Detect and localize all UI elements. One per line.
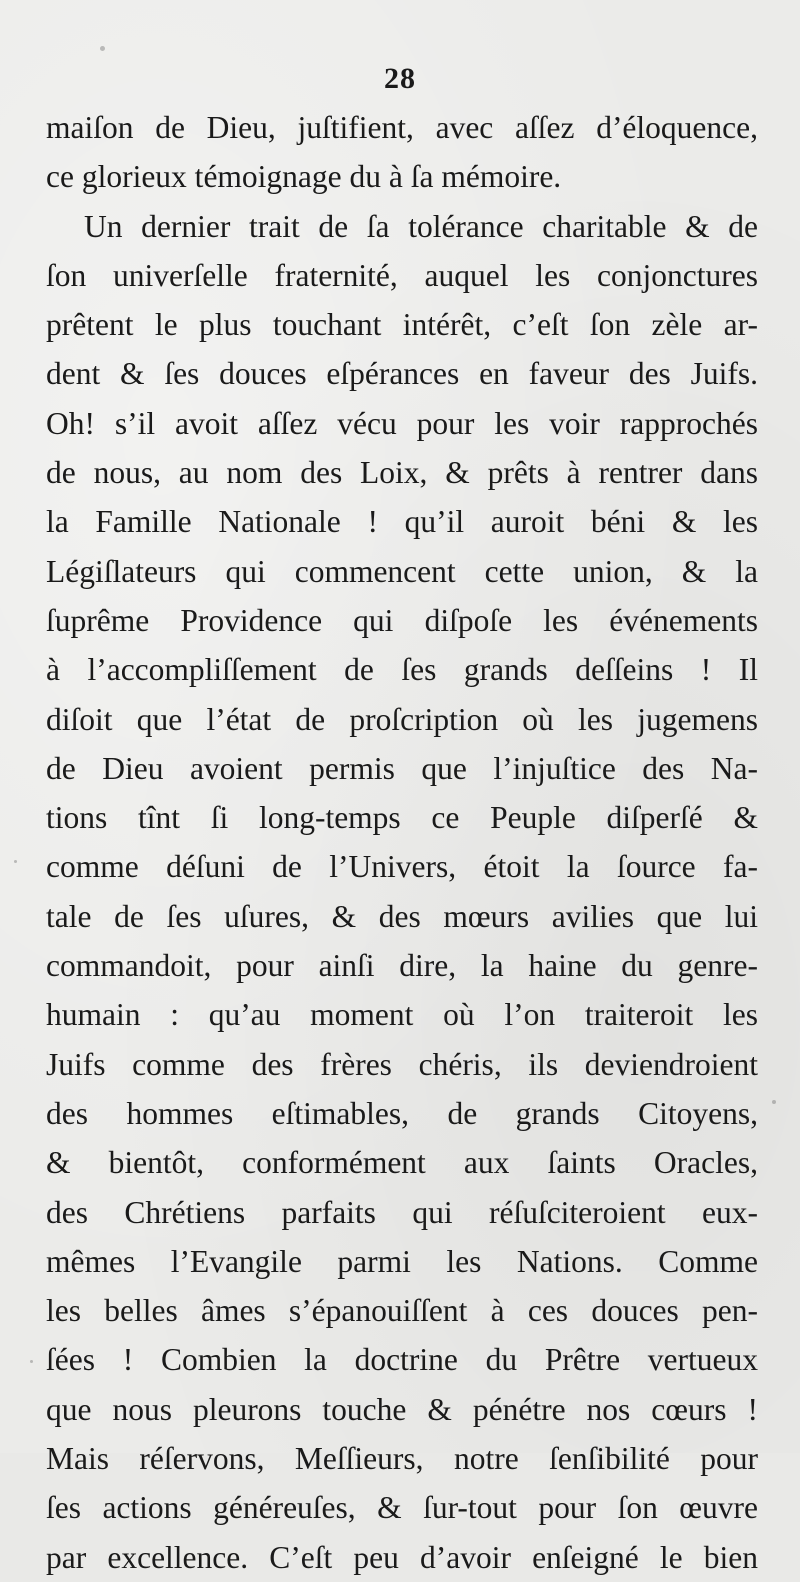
paper-speck bbox=[772, 1100, 776, 1104]
text-line: & bientôt, conformément aux ſaints Oracles, bbox=[46, 1145, 758, 1181]
text-line: Oh! s’il avoit aſſez vécu pour les voir rapprochés bbox=[46, 405, 758, 441]
text-line: Mais réſervons, Meſſieurs, notre ſenſibilité pour bbox=[46, 1441, 758, 1477]
text-line: mêmes l’Evangile parmi les Nations. Comme bbox=[46, 1243, 758, 1279]
text-line: par excellence. C’eſt peu d’avoir enſeigné le bien bbox=[46, 1539, 758, 1575]
text-line: tions tînt ſi long-temps ce Peuple diſperſé & bbox=[46, 800, 758, 836]
text-line: des Chrétiens parfaits qui réſuſciteroient eux- bbox=[46, 1194, 758, 1230]
text-line: la Famille Nationale ! qu’il auroit béni & les bbox=[46, 504, 758, 540]
text-line: des hommes eſtimables, de grands Citoyens, bbox=[46, 1095, 758, 1131]
text-line: commandoit, pour ainſi dire, la haine du genre- bbox=[46, 948, 758, 984]
text-line: humain : qu’au moment où l’on traiteroit les bbox=[46, 997, 758, 1033]
text-line: tale de ſes uſures, & des mœurs avilies que lui bbox=[46, 898, 758, 934]
text-line: Légiſlateurs qui commencent cette union, & la bbox=[46, 553, 758, 589]
text-line: de Dieu avoient permis que l’injuſtice des Na- bbox=[46, 750, 758, 786]
page-number: 28 bbox=[384, 62, 416, 95]
text-line: que nous pleurons touche & pénétre nos cœurs ! bbox=[46, 1391, 758, 1427]
text-line: les belles âmes s’épanouiſſent à ces douces pen- bbox=[46, 1293, 758, 1329]
text-line: ſuprême Providence qui diſpoſe les événements bbox=[46, 602, 758, 638]
body-text bbox=[46, 103, 758, 1582]
text-line: ſon univerſelle fraternité, auquel les conjonctures bbox=[46, 257, 758, 293]
text-line: comme déſuni de l’Univers, étoit la ſource fa- bbox=[46, 849, 758, 885]
text-line: à l’accompliſſement de ſes grands deſſeins ! Il bbox=[46, 652, 758, 688]
paper-speck bbox=[30, 1360, 33, 1363]
text-line: ſes actions généreuſes, & ſur-tout pour ſon œuvre bbox=[46, 1490, 758, 1526]
text-line: prêtent le plus touchant intérêt, c’eſt ſon zèle ar- bbox=[46, 307, 758, 343]
text-line: ſées ! Combien la doctrine du Prêtre vertueux bbox=[46, 1342, 758, 1378]
text-line: Juifs comme des frères chéris, ils deviendroient bbox=[46, 1046, 758, 1082]
paragraph-start-line: Un dernier trait de ſa tolérance charitable & de bbox=[84, 208, 758, 244]
text-line: diſoit que l’état de proſcription où les jugemens bbox=[46, 701, 758, 737]
text-line: dent & ſes douces eſpérances en faveur des Juifs. bbox=[46, 356, 758, 392]
text-line: ce glorieux témoignage du à ſa mémoire. bbox=[46, 159, 562, 195]
paper-speck bbox=[14, 860, 17, 863]
text-line: maiſon de Dieu, juſtifient, avec aſſez d’éloquence, bbox=[46, 110, 758, 145]
text-line: de nous, au nom des Loix, & prêts à rentrer dans bbox=[46, 455, 758, 491]
paper-speck bbox=[100, 46, 105, 51]
